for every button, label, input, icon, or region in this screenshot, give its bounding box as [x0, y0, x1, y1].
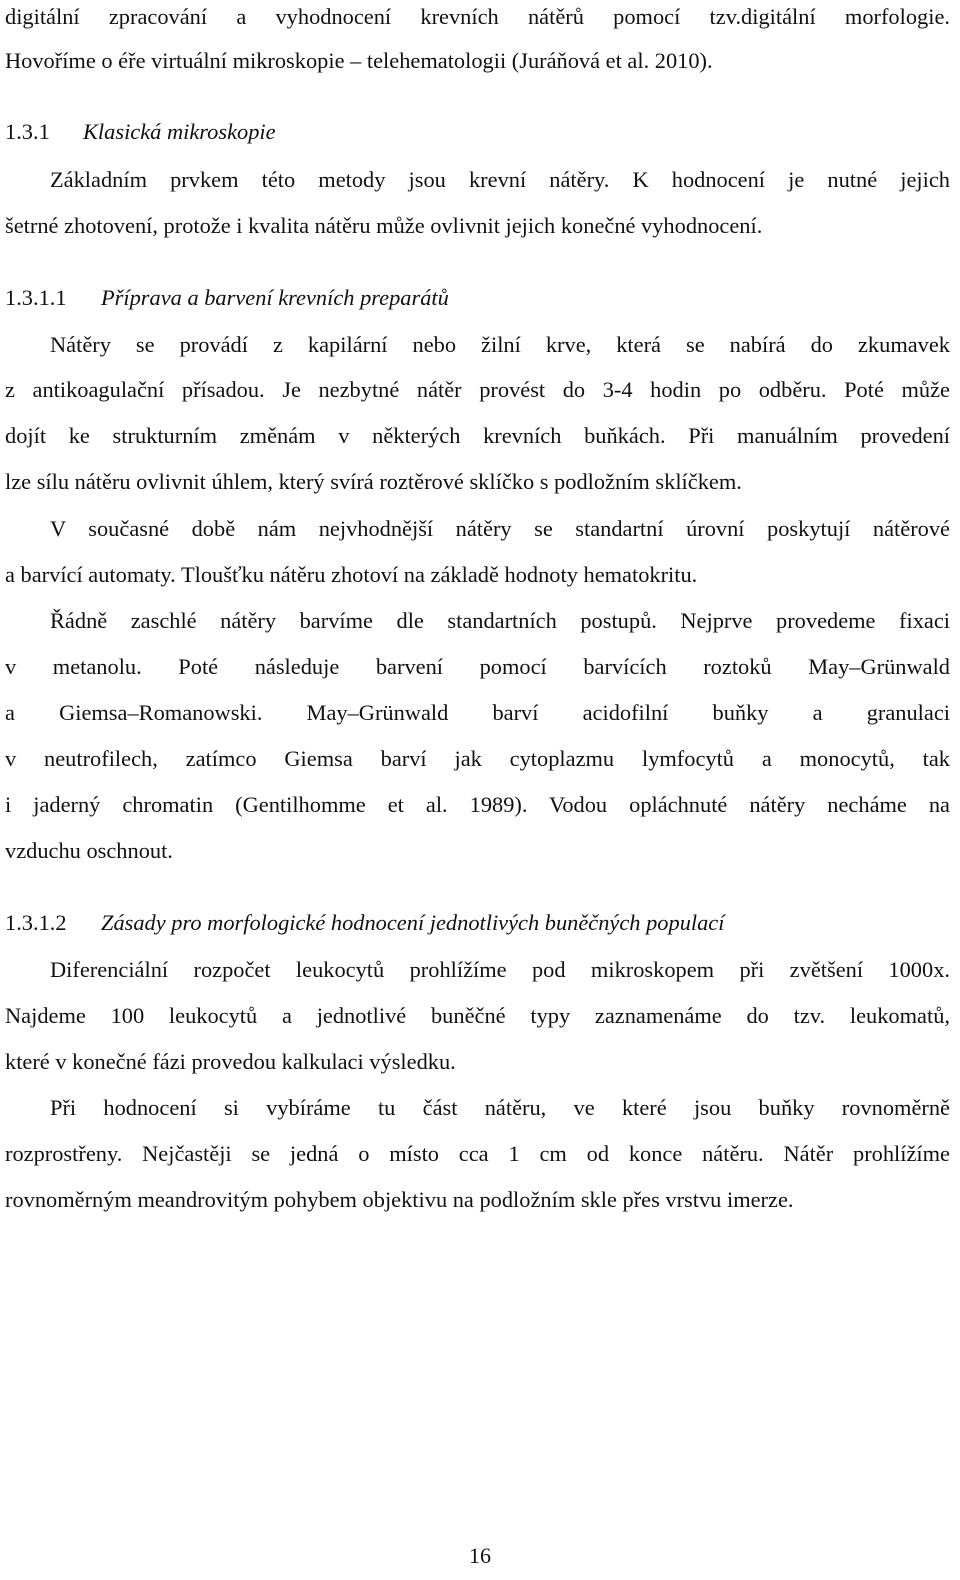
page-number: 16: [469, 1543, 491, 1568]
section-number: 1.3.1: [5, 119, 50, 144]
paragraph-line: Při hodnocení si vybíráme tu část nátěru, ve které jsou buňky rovnoměrně: [50, 1095, 950, 1120]
paragraph-line: které v konečné fázi provedou kalkulaci výsledku.: [5, 1049, 456, 1074]
section-title: Zásady pro morfologické hodnocení jednotlivých buněčných populací: [101, 910, 725, 935]
paragraph-line: a Giemsa–Romanowski. May–Grünwald barví acidofilní buňky a granulaci: [5, 700, 950, 725]
paragraph-line: V současné době nám nejvhodnější nátěry se standartní úrovní poskytují nátěrové: [50, 516, 950, 541]
section-number: 1.3.1.1: [5, 285, 67, 310]
paragraph-line: rozprostřeny. Nejčastěji se jedná o místo cca 1 cm od konce nátěru. Nátěr prohlížíme: [5, 1141, 950, 1166]
paragraph-line: lze sílu nátěru ovlivnit úhlem, který svírá roztěrové sklíčko s podložním sklíčkem.: [5, 469, 742, 494]
section-heading-1-3-1-1: [5, 283, 950, 313]
section-heading-1-3-1-2: [5, 908, 950, 938]
paragraph-line: vzduchu oschnout.: [5, 838, 173, 863]
paragraph-line: z antikoagulační přísadou. Je nezbytné nátěr provést do 3-4 hodin po odběru. Poté může: [5, 377, 950, 402]
paragraph-line: i jaderný chromatin (Gentilhomme et al. 1989). Vodou opláchnuté nátěry necháme na: [5, 792, 950, 817]
paragraph-line: a barvící automaty. Tloušťku nátěru zhotoví na základě hodnoty hematokritu.: [5, 562, 698, 587]
paragraph-line: Diferenciální rozpočet leukocytů prohlížíme pod mikroskopem při zvětšení 1000x.: [50, 957, 950, 982]
section-number: 1.3.1.2: [5, 910, 67, 935]
paragraph-line: šetrné zhotovení, protože i kvalita nátěru může ovlivnit jejich konečné vyhodnocení.: [5, 213, 763, 238]
section-title: Klasická mikroskopie: [83, 119, 276, 144]
paragraph-line: rovnoměrným meandrovitým pohybem objektivu na podložním skle přes vrstvu imerze.: [5, 1187, 794, 1212]
paragraph-line: dojít ke strukturním změnám v některých krevních buňkách. Při manuálním provedení: [5, 423, 950, 448]
section-heading-1-3-1: [5, 117, 950, 147]
paragraph-line: v neutrofilech, zatímco Giemsa barví jak cytoplazmu lymfocytů a monocytů, tak: [5, 746, 950, 771]
intro-line: digitální zpracování a vyhodnocení krevních nátěrů pomocí tzv.digitální morfologie.: [5, 4, 950, 29]
paragraph-line: Najdeme 100 leukocytů a jednotlivé buněčné typy zaznamenáme do tzv. leukomatů,: [5, 1003, 950, 1028]
paragraph-line: v metanolu. Poté následuje barvení pomocí barvících roztoků May–Grünwald: [5, 654, 950, 679]
paragraph-line: Základním prvkem této metody jsou krevní nátěry. K hodnocení je nutné jejich: [50, 167, 950, 192]
paragraph-line: Nátěry se provádí z kapilární nebo žilní krve, která se nabírá do zkumavek: [50, 332, 950, 357]
section-title: Příprava a barvení krevních preparátů: [101, 285, 449, 310]
intro-line: Hovoříme o éře virtuální mikroskopie – telehematologii (Juráňová et al. 2010).: [5, 48, 713, 73]
paragraph-line: Řádně zaschlé nátěry barvíme dle standartních postupů. Nejprve provedeme fixaci: [50, 608, 950, 633]
